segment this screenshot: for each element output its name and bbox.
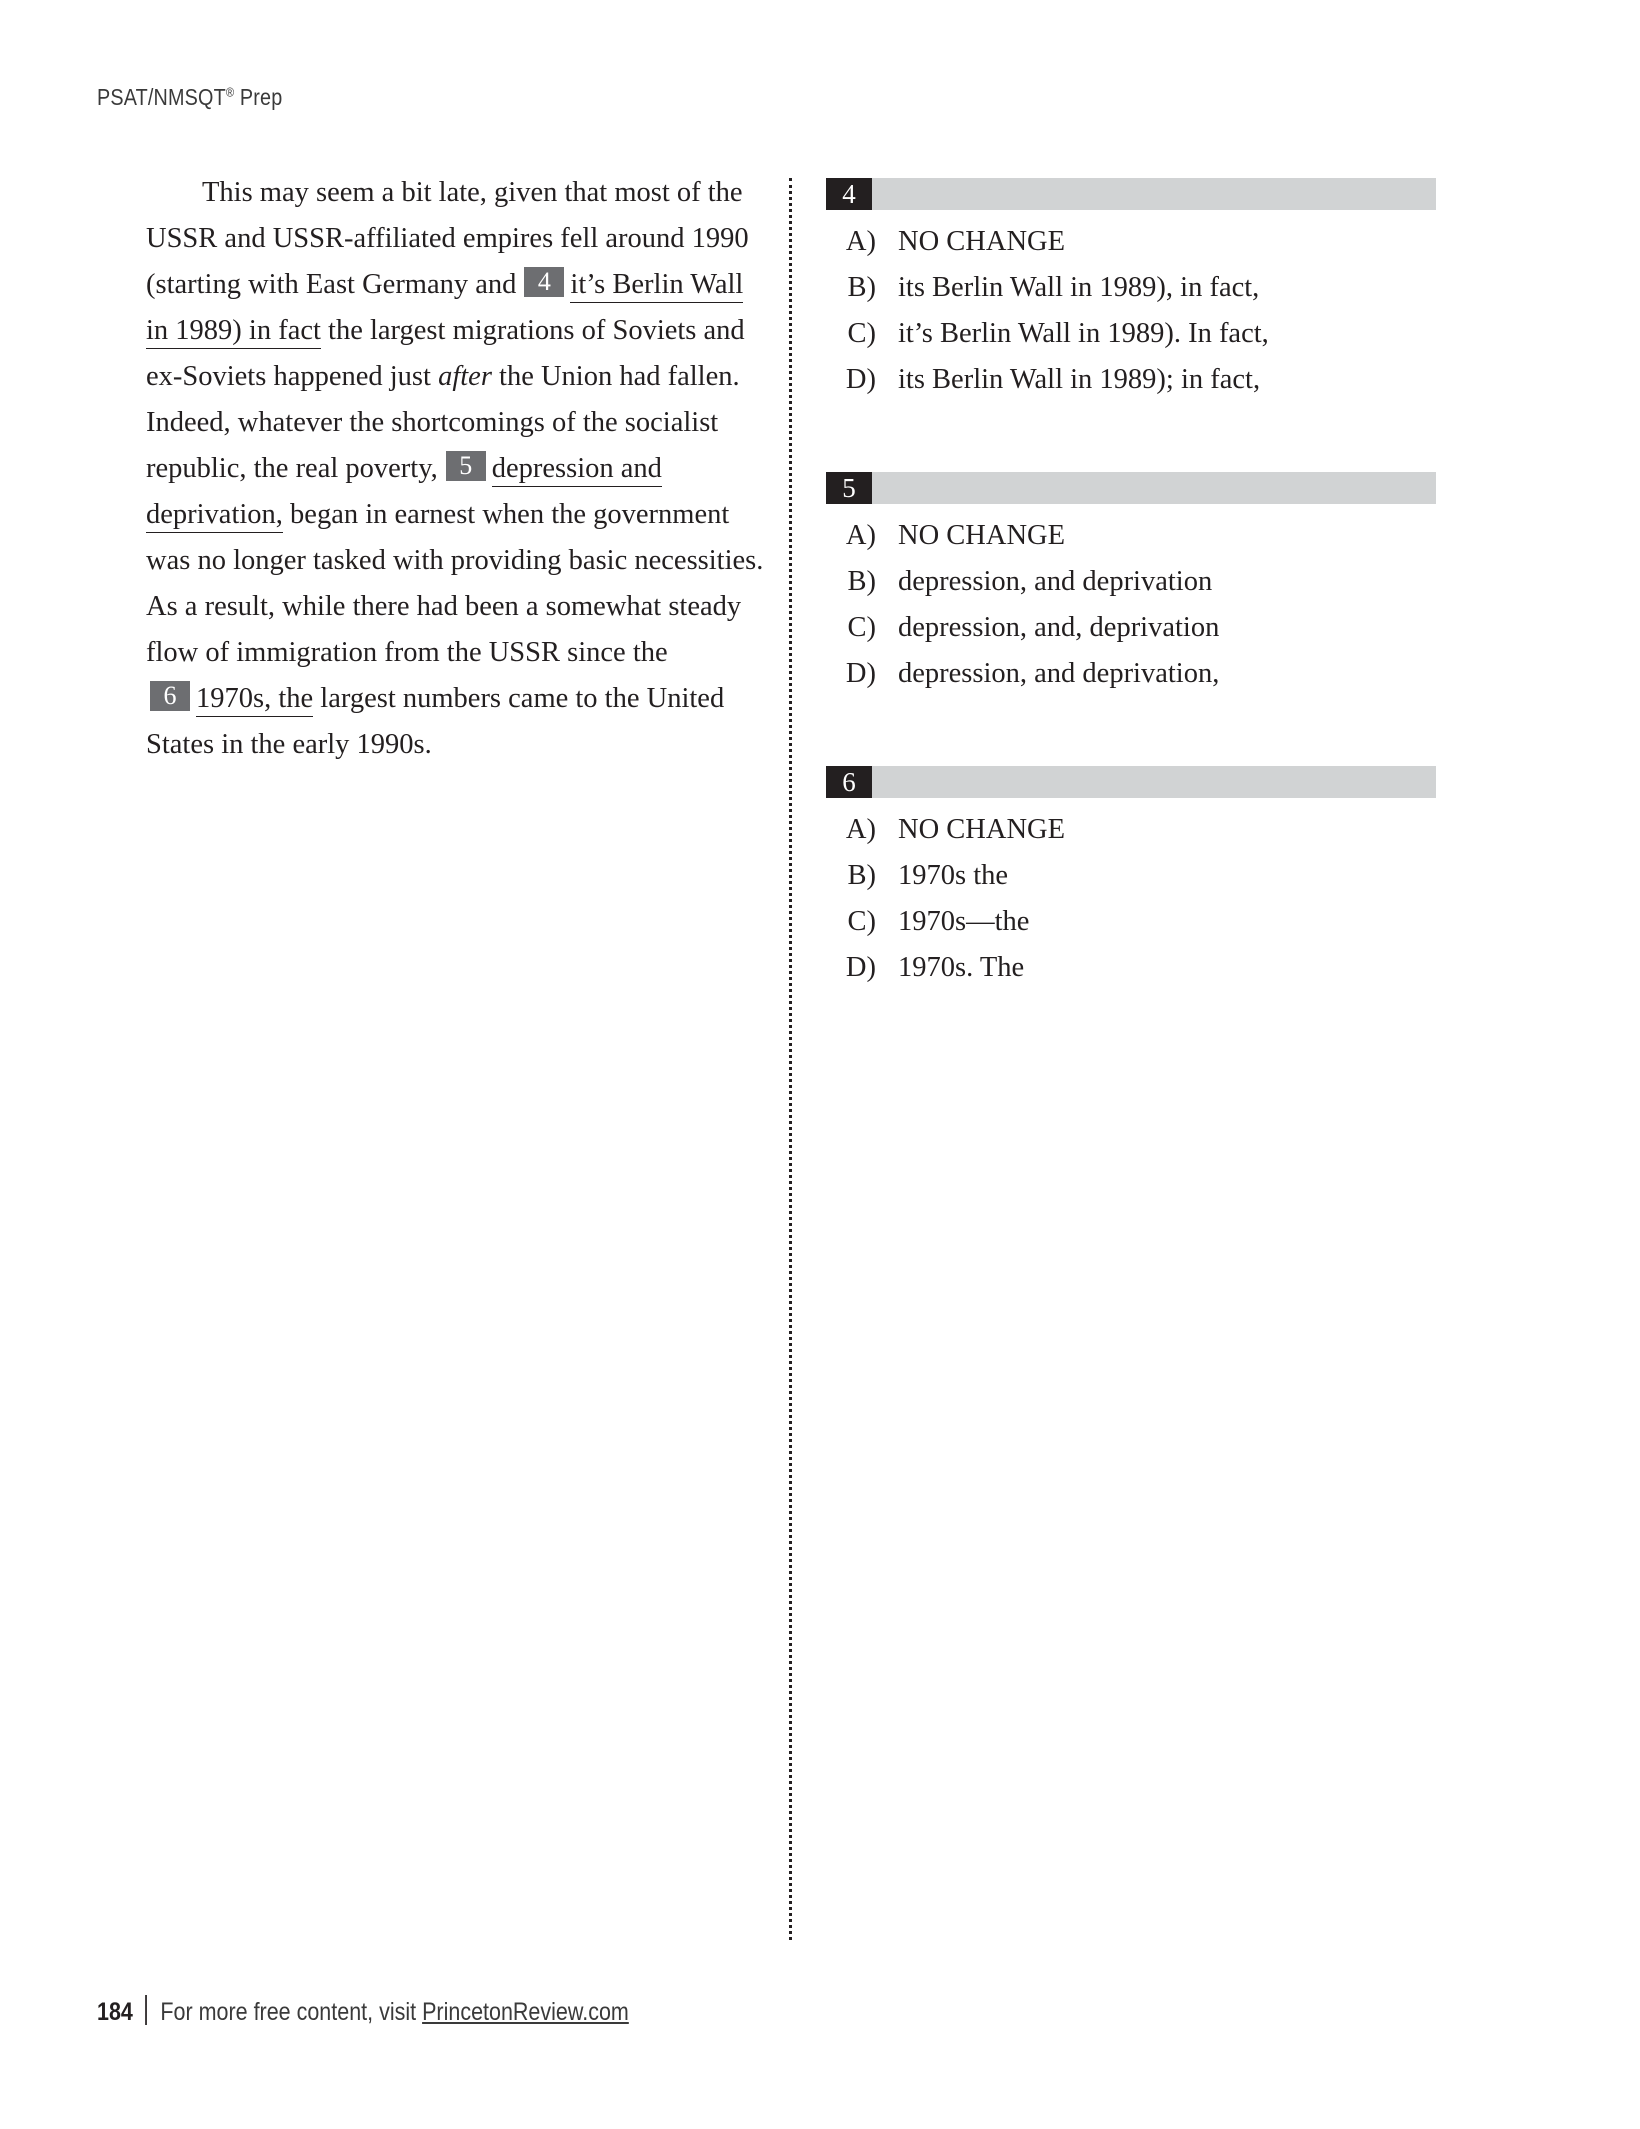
question-6: [826, 766, 1436, 991]
choice-text: depression, and deprivation: [898, 566, 1213, 597]
underlined-portion-5: depression and: [492, 453, 662, 487]
choice-text: it’s Berlin Wall in 1989). In fact,: [898, 318, 1269, 349]
question-4: [826, 178, 1436, 403]
passage: [146, 170, 766, 768]
choice-text: its Berlin Wall in 1989), in fact,: [898, 272, 1260, 303]
choice-letter: D): [845, 952, 876, 983]
passage-text: (starting with East Germany and: [146, 269, 517, 300]
passage-text: ex-Soviets happened just: [146, 361, 439, 392]
passage-line: [146, 676, 766, 722]
question-header-bar: [826, 178, 1436, 210]
answer-choices: [826, 219, 1436, 403]
question-number: 4: [826, 178, 872, 210]
running-title-suffix: Prep: [234, 84, 283, 110]
question-header-bar: [826, 472, 1436, 504]
answer-choice-c[interactable]: [826, 605, 1436, 651]
choice-letter: B): [847, 566, 876, 597]
answer-choice-b[interactable]: [826, 265, 1436, 311]
answer-choice-a[interactable]: [826, 219, 1436, 265]
running-head: [97, 84, 282, 111]
passage-text: the largest migrations of Soviets and: [320, 315, 745, 346]
passage-line: [146, 630, 766, 676]
question-number: 6: [826, 766, 872, 798]
choice-text: 1970s. The: [898, 952, 1025, 983]
passage-line: [146, 492, 766, 538]
passage-text: began in earnest when the government: [282, 499, 730, 530]
footer-separator: [145, 1995, 147, 2025]
answer-choices: [826, 513, 1436, 697]
choice-letter: D): [845, 658, 876, 689]
passage-line: [146, 216, 766, 262]
choice-letter: B): [847, 860, 876, 891]
underlined-portion-6: 1970s, the: [196, 683, 313, 717]
passage-line: [146, 446, 766, 492]
question-header-bar: [826, 766, 1436, 798]
question-marker-6[interactable]: 6: [150, 681, 190, 711]
page-number: 184: [97, 1998, 133, 2026]
passage-line: [146, 400, 766, 446]
question-marker-5[interactable]: 5: [446, 451, 486, 481]
running-title: PSAT/NMSQT: [97, 84, 226, 110]
registered-mark: ®: [225, 84, 235, 100]
passage-line: [146, 722, 766, 768]
choice-letter: A): [845, 226, 876, 257]
answer-choice-c[interactable]: [826, 311, 1436, 357]
choice-text: NO CHANGE: [898, 814, 1066, 845]
passage-text: This may seem a bit late, given that most of the: [202, 177, 743, 208]
passage-line: [146, 262, 766, 308]
passage-text: republic, the real poverty,: [146, 453, 438, 484]
passage-line: [146, 354, 766, 400]
answer-choice-d[interactable]: [826, 945, 1436, 991]
choice-text: its Berlin Wall in 1989); in fact,: [898, 364, 1261, 395]
answer-choice-d[interactable]: [826, 357, 1436, 403]
answer-choice-b[interactable]: [826, 559, 1436, 605]
passage-line: [146, 308, 766, 354]
passage-text: was no longer tasked with providing basic necessities.: [146, 545, 764, 576]
answer-choices: [826, 807, 1436, 991]
passage-line: [146, 170, 766, 216]
answer-choice-b[interactable]: [826, 853, 1436, 899]
question-marker-4[interactable]: 4: [524, 267, 564, 297]
choice-text: 1970s—the: [898, 906, 1030, 937]
choice-text: depression, and deprivation,: [898, 658, 1220, 689]
passage-text: largest numbers came to the United: [313, 683, 725, 714]
passage-text: States in the early 1990s.: [146, 729, 432, 760]
choice-letter: C): [847, 612, 876, 643]
question-5: [826, 472, 1436, 697]
choice-text: depression, and, deprivation: [898, 612, 1220, 643]
passage-text: the Union had fallen.: [491, 361, 740, 392]
choice-text: NO CHANGE: [898, 226, 1066, 257]
choice-letter: D): [845, 364, 876, 395]
choice-letter: A): [845, 814, 876, 845]
question-number: 5: [826, 472, 872, 504]
passage-text: USSR and USSR-affiliated empires fell around 1990: [146, 223, 749, 254]
passage-line: [146, 584, 766, 630]
underlined-portion-4: it’s Berlin Wall: [570, 269, 743, 303]
passage-line: [146, 538, 766, 584]
choice-letter: B): [847, 272, 876, 303]
passage-text: Indeed, whatever the shortcomings of the socialist: [146, 407, 719, 438]
answer-choice-c[interactable]: [826, 899, 1436, 945]
answer-choice-a[interactable]: [826, 513, 1436, 559]
footer-link[interactable]: PrincetonReview.com: [422, 1998, 629, 2026]
choice-text: 1970s the: [898, 860, 1009, 891]
page-footer: [97, 1995, 629, 2029]
choice-text: NO CHANGE: [898, 520, 1066, 551]
underlined-portion-5: deprivation,: [146, 499, 283, 533]
column-divider: [789, 178, 792, 1940]
answer-choice-d[interactable]: [826, 651, 1436, 697]
emphasis-text: after: [438, 361, 492, 392]
answer-choice-a[interactable]: [826, 807, 1436, 853]
choice-letter: C): [847, 906, 876, 937]
passage-text: As a result, while there had been a somewhat steady: [146, 591, 742, 622]
choice-letter: A): [845, 520, 876, 551]
passage-text: flow of immigration from the USSR since the: [146, 637, 668, 668]
choice-letter: C): [847, 318, 876, 349]
underlined-portion-4: in 1989) in fact: [146, 315, 321, 349]
footer-text: For more free content, visit: [160, 1998, 423, 2026]
